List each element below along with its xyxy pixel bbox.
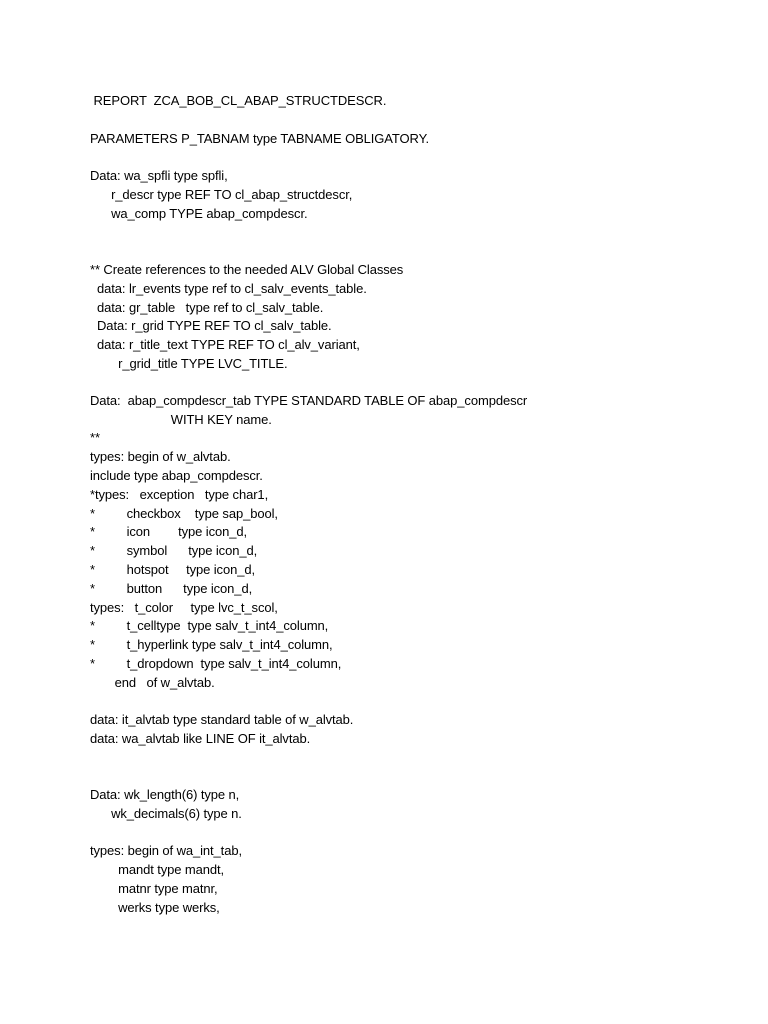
code-line: * t_celltype type salv_t_int4_column, (90, 618, 329, 633)
code-line: wa_comp TYPE abap_compdescr. (90, 206, 308, 221)
code-line: r_descr type REF TO cl_abap_structdescr, (90, 187, 353, 202)
code-line: werks type werks, (90, 900, 220, 915)
code-line: types: t_color type lvc_t_scol, (90, 600, 278, 615)
code-line: mandt type mandt, (90, 862, 225, 877)
code-line: * symbol type icon_d, (90, 543, 258, 558)
code-line: REPORT ZCA_BOB_CL_ABAP_STRUCTDESCR. (90, 93, 387, 108)
code-line: wk_decimals(6) type n. (90, 806, 242, 821)
code-line: * icon type icon_d, (90, 524, 248, 539)
code-line: * checkbox type sap_bool, (90, 506, 278, 521)
code-line: ** (90, 430, 100, 445)
code-line: types: begin of w_alvtab. (90, 449, 231, 464)
code-line: data: wa_alvtab like LINE OF it_alvtab. (90, 731, 311, 746)
code-line: r_grid_title TYPE LVC_TITLE. (90, 356, 288, 371)
code-line: include type abap_compdescr. (90, 468, 263, 483)
code-line: WITH KEY name. (90, 412, 272, 427)
code-line: matnr type matnr, (90, 881, 218, 896)
code-line: ** Create references to the needed ALV Global Classes (90, 262, 404, 277)
code-line: end of w_alvtab. (90, 675, 215, 690)
code-line: data: r_title_text TYPE REF TO cl_alv_variant, (90, 337, 360, 352)
code-line: * button type icon_d, (90, 581, 253, 596)
code-line: data: gr_table type ref to cl_salv_table. (90, 300, 324, 315)
code-line: * hotspot type icon_d, (90, 562, 255, 577)
code-line: PARAMETERS P_TABNAM type TABNAME OBLIGATORY. (90, 131, 429, 146)
code-line: Data: wk_length(6) type n, (90, 787, 240, 802)
code-line: Data: wa_spfli type spfli, (90, 168, 228, 183)
code-line: Data: abap_compdescr_tab TYPE STANDARD TABLE OF abap_compdescr (90, 393, 528, 408)
code-line: data: lr_events type ref to cl_salv_events_table. (90, 281, 367, 296)
code-line: *types: exception type char1, (90, 487, 269, 502)
code-line: * t_dropdown type salv_t_int4_column, (90, 656, 342, 671)
code-line: data: it_alvtab type standard table of w_alvtab. (90, 712, 354, 727)
code-line: types: begin of wa_int_tab, (90, 843, 242, 858)
code-line: * t_hyperlink type salv_t_int4_column, (90, 637, 333, 652)
code-line: Data: r_grid TYPE REF TO cl_salv_table. (90, 318, 332, 333)
